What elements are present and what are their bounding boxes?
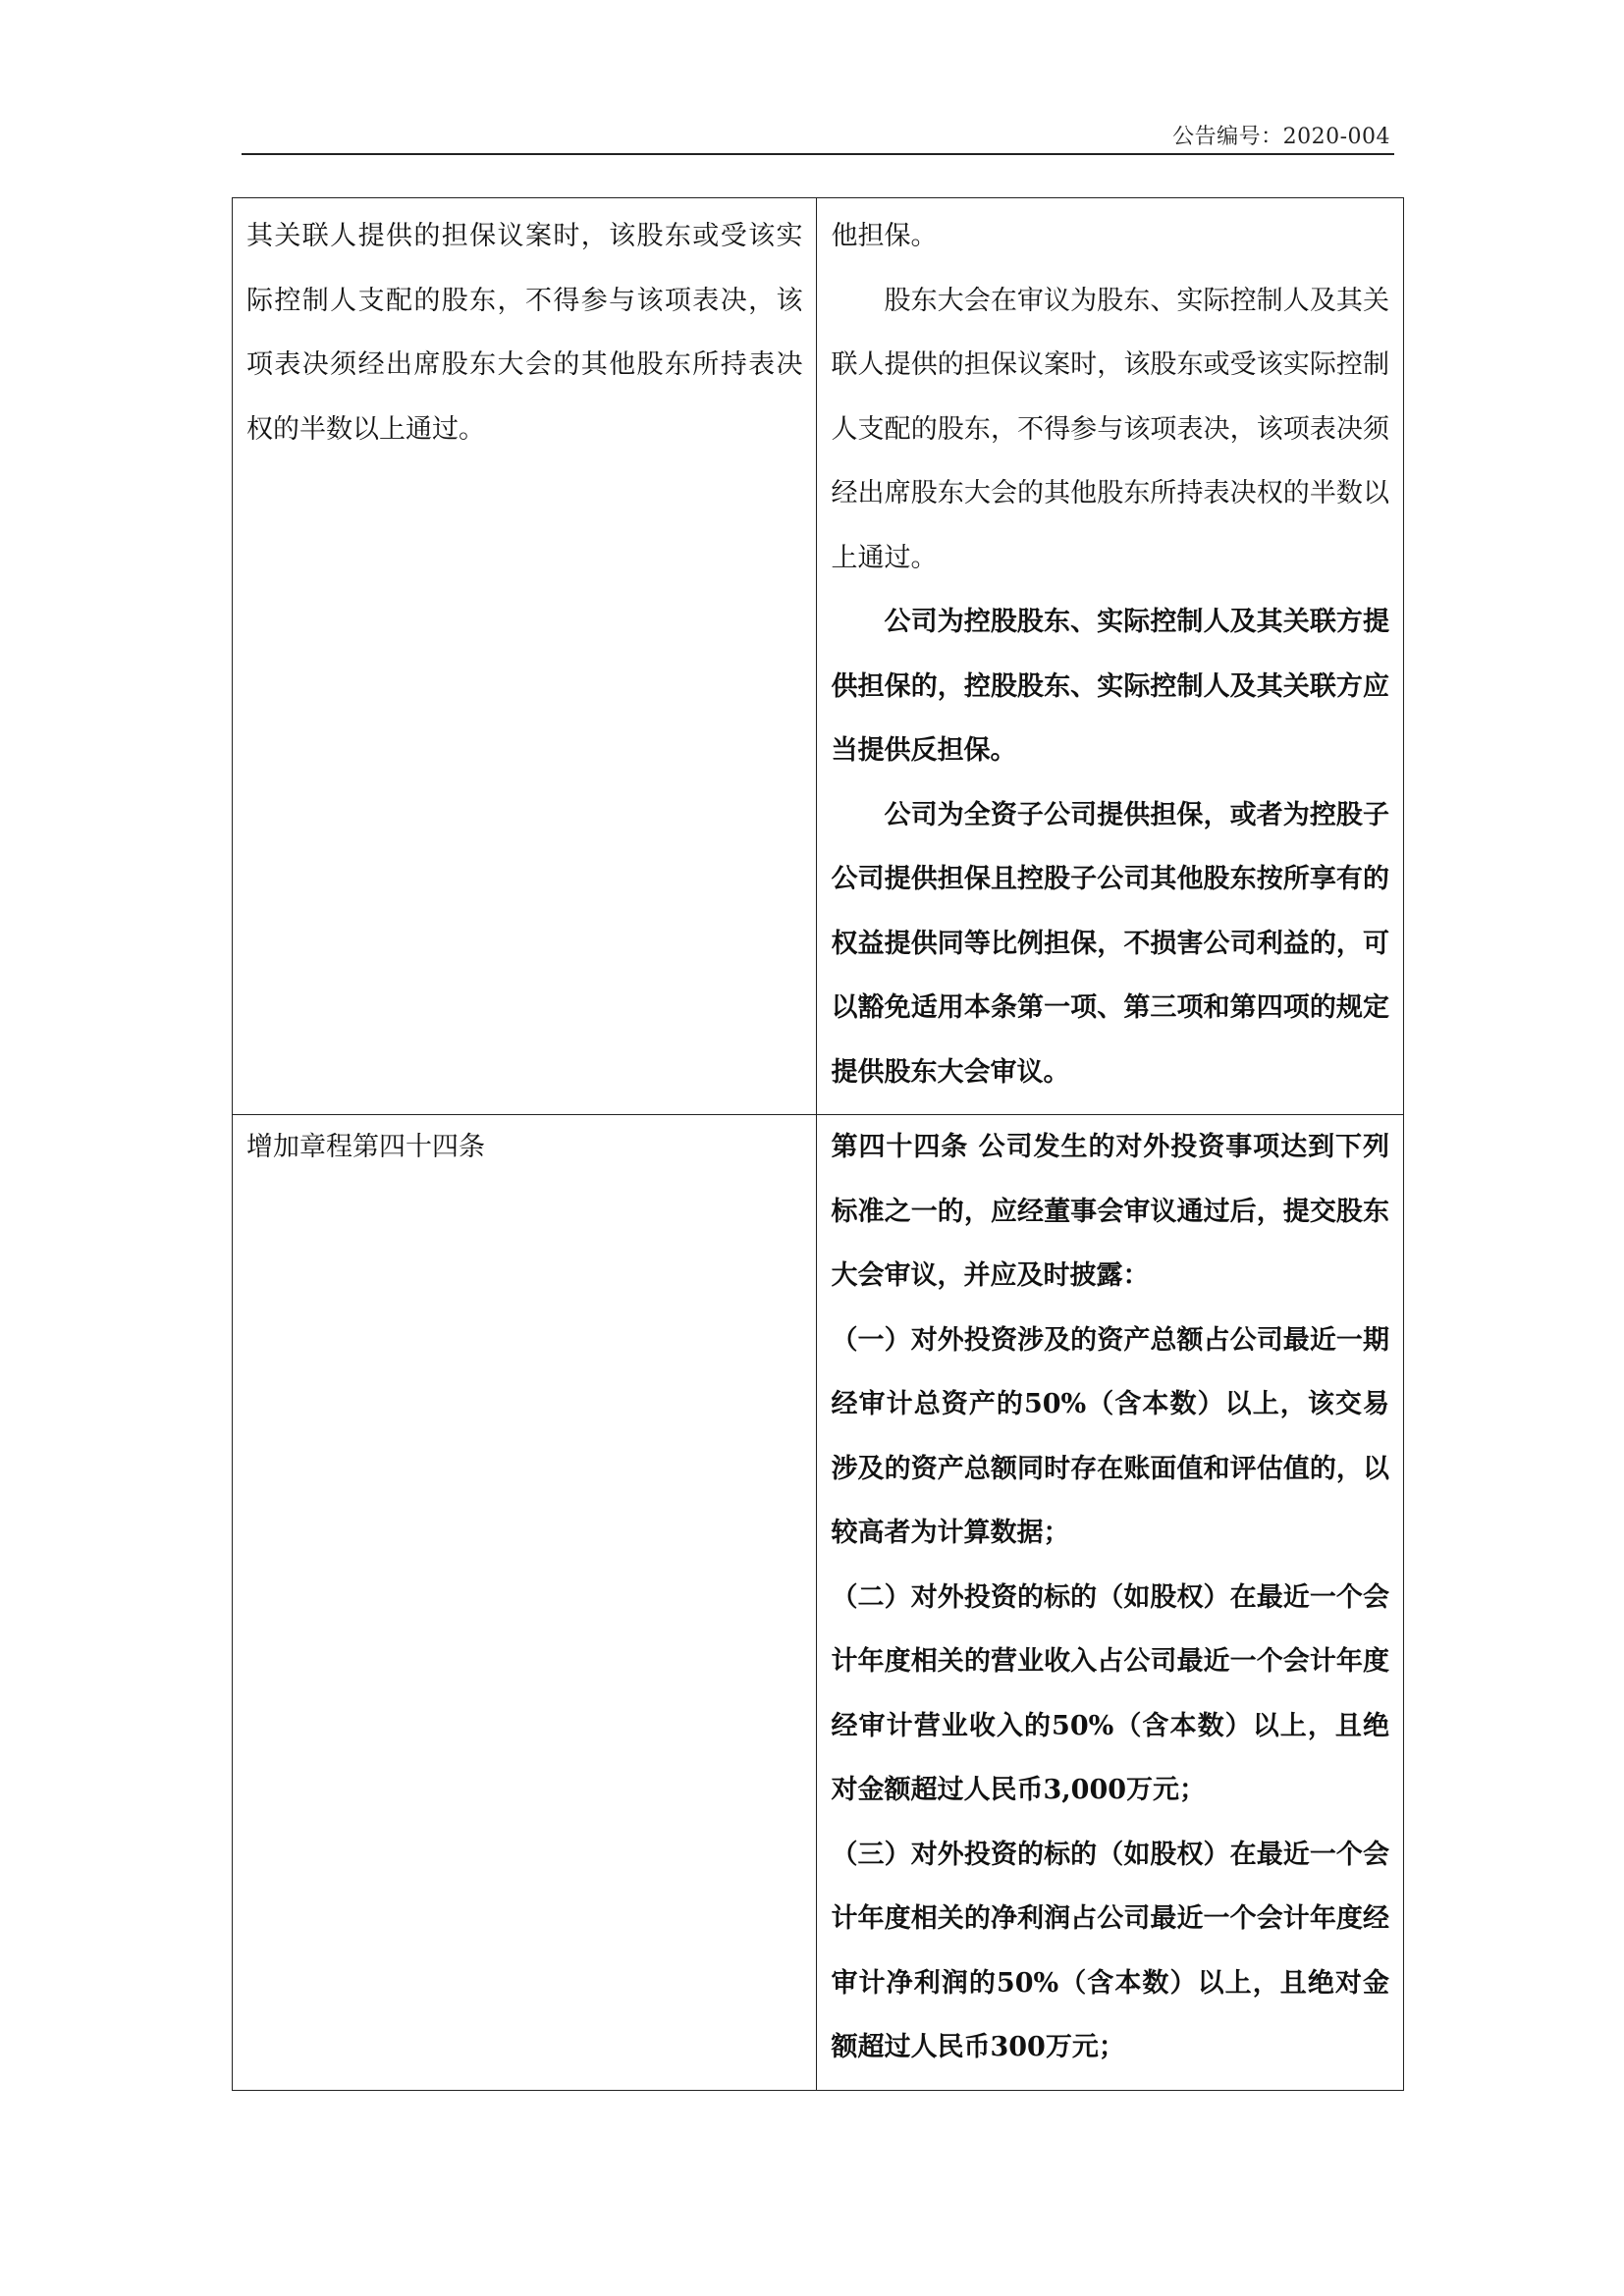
revised-text-cell xyxy=(817,198,1404,1115)
table-row xyxy=(233,1115,1404,2091)
paragraph: 公司为全资子公司提供担保，或者为控股子公司提供担保且控股子公司其他股东按所享有的权益提供同等比例担保，不损害公司利益的，可以豁免适用本条第一项、第三项和第四项的规定提供股东大会审议。 xyxy=(831,799,1389,1088)
revised-text-cell xyxy=(817,1115,1404,2091)
paragraph: 股东大会在审议为股东、实际控制人及其关联人提供的担保议案时，该股东或受该实际控制人支配的股东，不得参与该项表决，该项表决须经出席股东大会的其他股东所持表决权的半数以上通过。 xyxy=(831,285,1389,573)
amendment-table xyxy=(232,197,1404,2091)
paragraph: 公司为控股股东、实际控制人及其关联方提供担保的，控股股东、实际控制人及其关联方应当提供反担保。 xyxy=(831,607,1389,766)
page-header xyxy=(242,106,1394,155)
table-row xyxy=(233,198,1404,1115)
paragraph: 增加章程第四十四条 xyxy=(246,1132,485,1162)
paragraph: 其关联人提供的担保议案时，该股东或受该实际控制人支配的股东，不得参与该项表决，该项表决须经出席股东大会的其他股东所持表决权的半数以上通过。 xyxy=(246,221,803,445)
original-text-cell xyxy=(233,1115,817,2091)
original-text-cell xyxy=(233,198,817,1115)
paragraph: 他担保。 xyxy=(831,221,938,251)
article-heading: 第四十四条 公司发生的对外投资事项达到下列标准之一的，应经董事会审议通过后，提交股东大会审议，并应及时披露： xyxy=(831,1132,1389,1291)
list-item: （三）对外投资的标的（如股权）在最近一个会计年度相关的净利润占公司最近一个会计年度经审计净利润的50%（含本数）以上，且绝对金额超过人民币300万元； xyxy=(831,1839,1389,2062)
list-item: （二）对外投资的标的（如股权）在最近一个会计年度相关的营业收入占公司最近一个会计年度经审计营业收入的50%（含本数）以上，且绝对金额超过人民币3,000万元； xyxy=(831,1581,1389,1805)
announcement-number: 公告编号：2020-004 xyxy=(1172,125,1390,149)
list-item: （一）对外投资涉及的资产总额占公司最近一期经审计总资产的50%（含本数）以上，该交易涉及的资产总额同时存在账面值和评估值的，以较高者为计算数据； xyxy=(831,1324,1389,1548)
